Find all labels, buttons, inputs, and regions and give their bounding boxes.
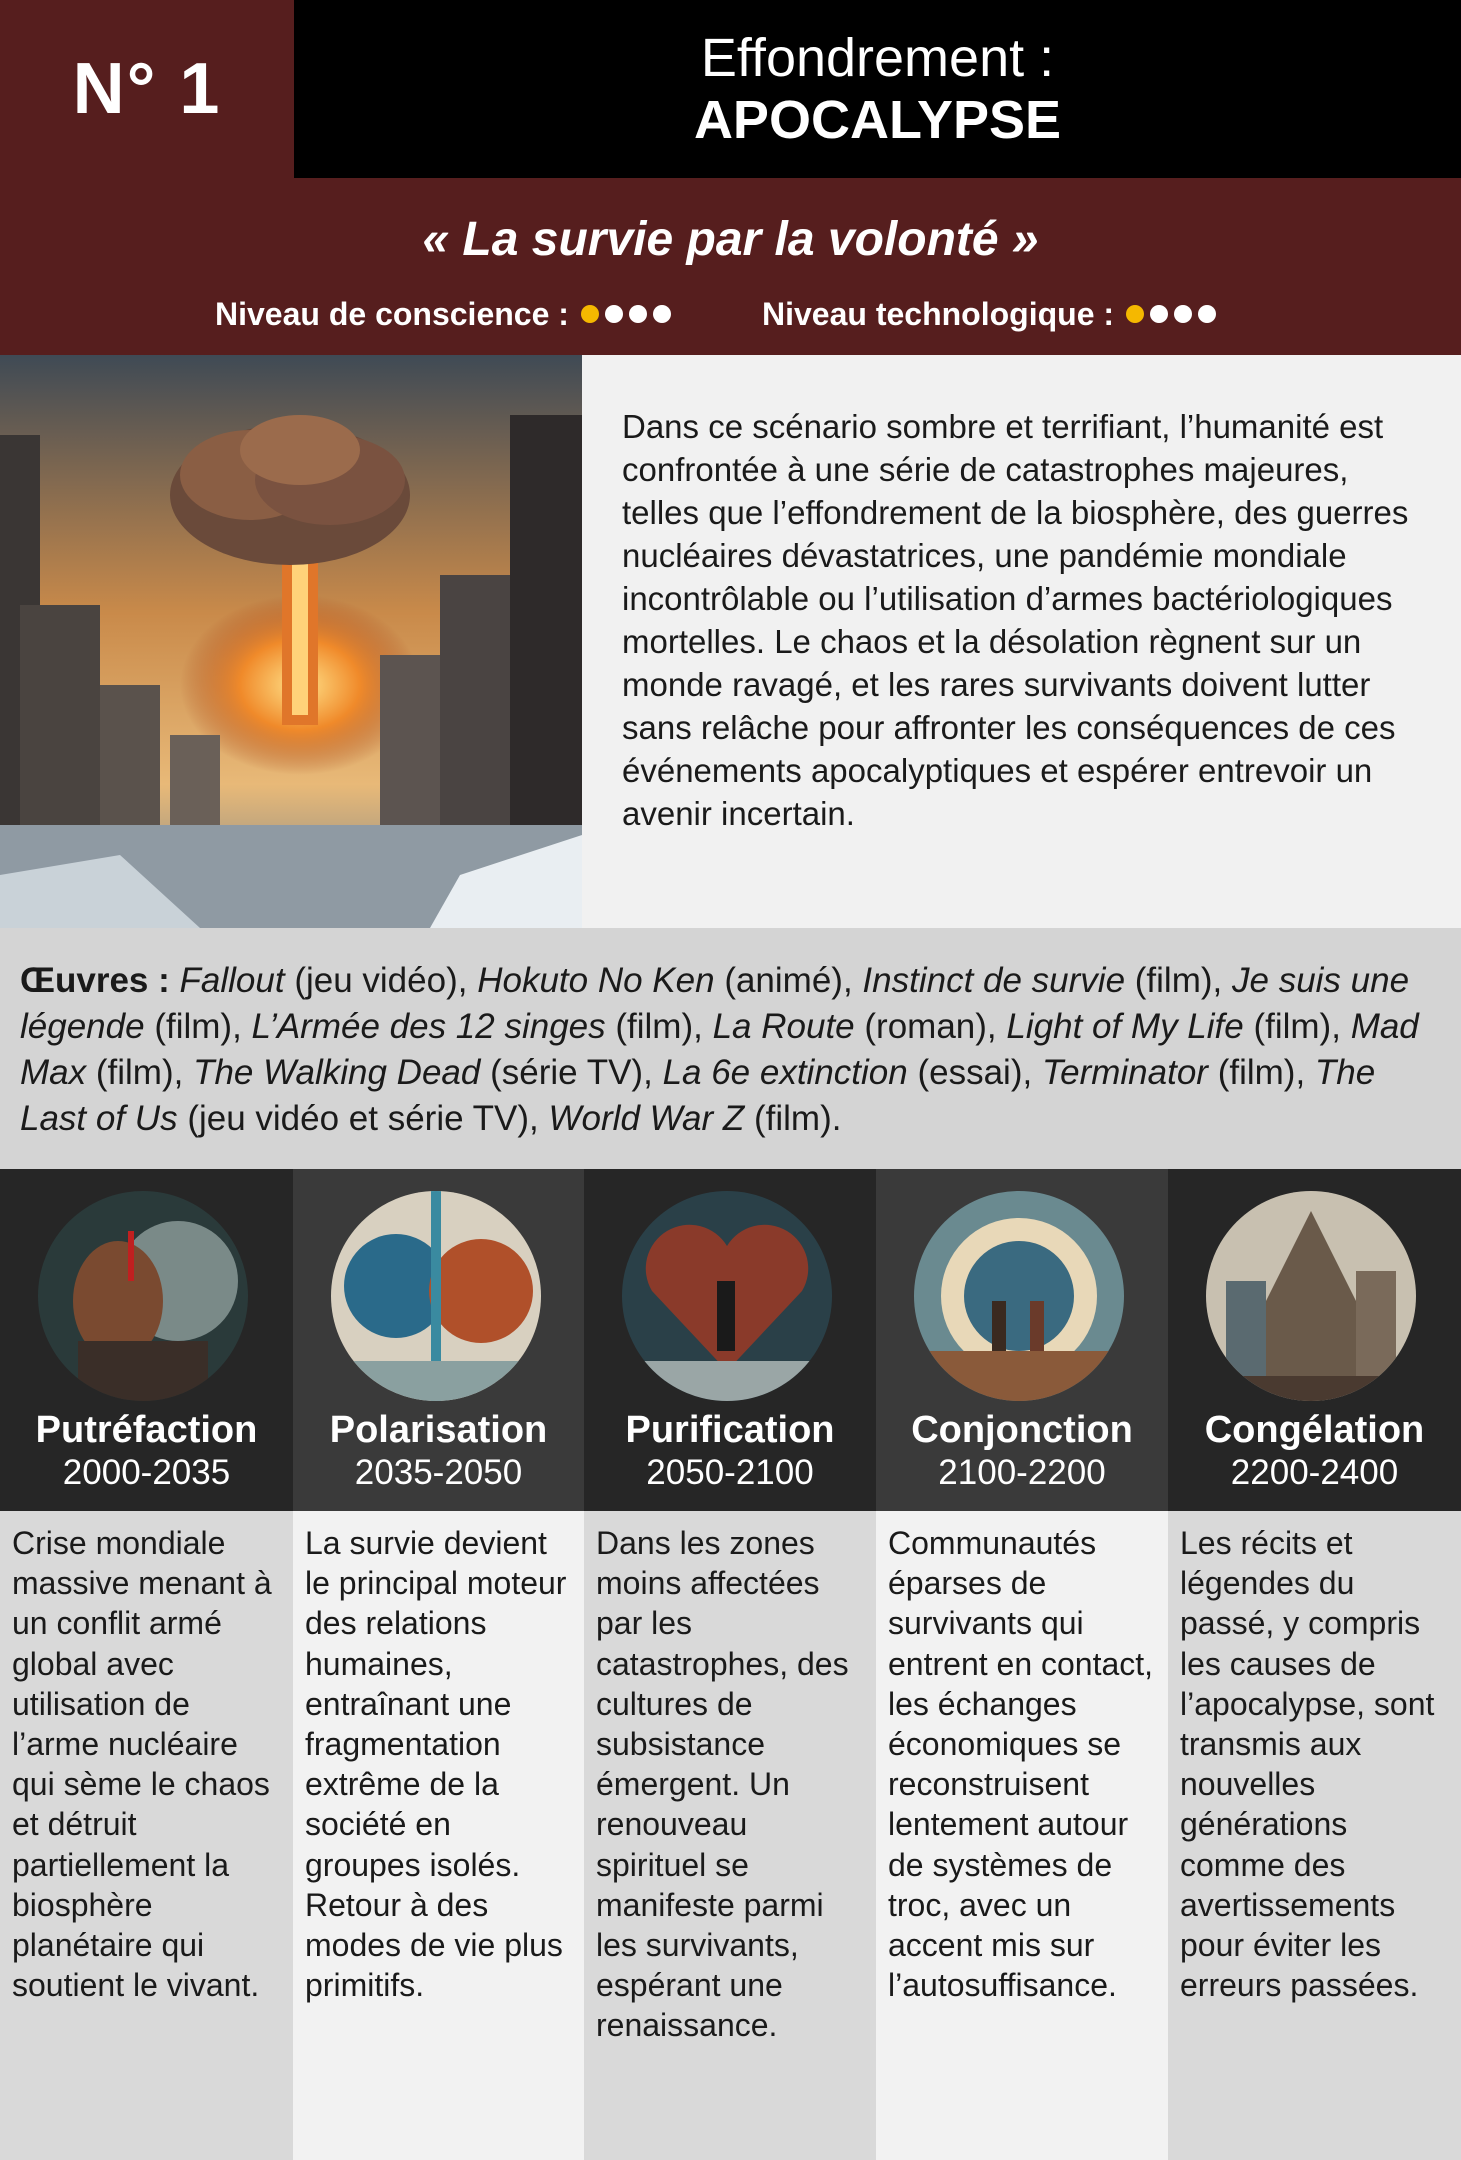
work-type: (série TV) <box>490 1053 644 1092</box>
level-dot <box>581 305 599 323</box>
phase-description: La survie devient le principal moteur des relations humaines, entraînant une fragmentation extrême de la société en groupes isolés. Retour à des modes de vie plus primitifs. <box>293 1511 584 2160</box>
work-type: (film) <box>1217 1053 1296 1092</box>
phase-header <box>876 1169 1168 1511</box>
phase-period: 2200-2400 <box>1230 1453 1399 1492</box>
phase-column <box>876 1169 1168 2160</box>
works-list <box>0 928 1461 1169</box>
work-type: (roman) <box>864 1007 987 1046</box>
phase-name: Conjonction <box>911 1409 1133 1451</box>
cathedral-icon <box>1206 1191 1416 1401</box>
work-type: (film) <box>154 1007 233 1046</box>
consciousness-level <box>215 294 671 334</box>
work-type: (animé) <box>724 961 843 1000</box>
work-type: (film) <box>615 1007 694 1046</box>
header-band <box>0 0 1461 355</box>
work-title: Fallout <box>179 961 285 1000</box>
phase-description: Crise mondiale massive menant à un conflit armé global avec utilisation de l’arme nucléaire qui sème le chaos et détruit partiellement la biosphère planétaire qui soutient le vivant. <box>0 1511 293 2160</box>
title-line-2: APOCALYPSE <box>693 90 1062 150</box>
phase-name: Purification <box>625 1409 835 1451</box>
level-dot <box>653 305 671 323</box>
phase-column <box>584 1169 876 2160</box>
nuclear-explosion-illustration <box>0 355 582 928</box>
phase-column <box>293 1169 584 2160</box>
scenario-number: N° 1 <box>72 49 222 129</box>
work-title: Terminator <box>1041 1053 1208 1092</box>
work-title: The Walking Dead <box>193 1053 481 1092</box>
phase-name: Polarisation <box>329 1409 548 1451</box>
phase-header <box>584 1169 876 1511</box>
phase-header <box>0 1169 293 1511</box>
phase-description: Les récits et légendes du passé, y compris les causes de l’apocalypse, sont transmis aux nouvelles générations comme des avertissements pour éviter les erreurs passées. <box>1168 1511 1461 2160</box>
work-title: The Last of Us <box>20 1053 1376 1138</box>
consciousness-level-dots <box>581 305 671 323</box>
scenario-title-box <box>294 0 1461 178</box>
work-title: Hokuto No Ken <box>477 961 715 1000</box>
work-title: Mad Max <box>20 1007 1419 1092</box>
consciousness-level-label: Niveau de conscience : <box>215 295 569 332</box>
phase-header <box>293 1169 584 1511</box>
level-dot <box>1126 305 1144 323</box>
phase-period: 2050-2100 <box>646 1453 814 1492</box>
work-title: Instinct de survie <box>862 961 1126 1000</box>
mask-icon <box>38 1191 248 1401</box>
couple-icon <box>914 1191 1124 1401</box>
phase-period: 2000-2035 <box>62 1453 231 1492</box>
work-type: (film) <box>95 1053 174 1092</box>
phase-header <box>1168 1169 1461 1511</box>
split-globe-icon <box>331 1191 541 1401</box>
title-line-1: Effondrement : <box>700 28 1055 88</box>
phase-column <box>0 1169 293 2160</box>
work-title: World War Z <box>548 1099 745 1138</box>
phase-period: 2035-2050 <box>354 1453 523 1492</box>
work-type: (film) <box>1253 1007 1332 1046</box>
works-items: Fallout (jeu vidéo), Hokuto No Ken (animé), Instinct de survie (film), Je suis une légende (film), L’Armée des 12 singes (film), La Route (roman), Light of My Life (film), Mad Max (film), The Walking Dead (série TV), La 6e extinction (essai), Terminator (film), The Last of Us (jeu vidéo et série TV), World War Z (film). <box>20 961 1419 1138</box>
scenario-quote: « La survie par la volonté » <box>422 213 1039 266</box>
level-dot <box>629 305 647 323</box>
work-type: (jeu vidéo et série TV) <box>187 1099 530 1138</box>
work-type: (film) <box>1134 961 1213 1000</box>
levels-row <box>0 294 1461 334</box>
work-type: (jeu vidéo) <box>294 961 458 1000</box>
work-type: (film) <box>754 1099 832 1138</box>
phase-name: Congélation <box>1204 1409 1425 1451</box>
apocalypse-image <box>0 355 582 928</box>
level-dot <box>1198 305 1216 323</box>
scenario-description: Dans ce scénario sombre et terrifiant, l’humanité est confrontée à une série de catastrophes majeures, telles que l’effondrement de la biosphère, des guerres nucléaires dévastatrices, une pandémie mondiale incontrôlable ou l’utilisation d’armes bactériologiques mortelles. Le chaos et la désolation règnent sur un monde ravagé, et les rares survivants doivent lutter sans relâche pour affronter les conséquences de ces événements apocalyptiques et espérer entrevoir un avenir incertain. <box>582 355 1461 928</box>
work-title: La Route <box>712 1007 855 1046</box>
phase-column <box>1168 1169 1461 2160</box>
level-dot <box>1150 305 1168 323</box>
works-label: Œuvres : <box>20 961 170 1000</box>
work-title: Je suis une légende <box>20 961 1410 1046</box>
phase-description: Communautés éparses de survivants qui entrent en contact, les échanges économiques se reconstruisent lentement autour de systèmes de troc, avec un accent mis sur l’autosuffisance. <box>876 1511 1168 2160</box>
phase-period: 2100-2200 <box>938 1453 1106 1492</box>
work-title: La 6e extinction <box>662 1053 908 1092</box>
level-dot <box>1174 305 1192 323</box>
heart-icon <box>622 1191 832 1401</box>
work-title: L’Armée des 12 singes <box>251 1007 606 1046</box>
scenario-number-box <box>0 0 294 178</box>
phase-description: Dans les zones moins affectées par les catastrophes, des cultures de subsistance émergent. Un renouveau spirituel se manifeste parmi les survivants, espérant une renaissance. <box>584 1511 876 2160</box>
technology-level <box>762 294 1216 334</box>
technology-level-dots <box>1126 305 1216 323</box>
work-title: Light of My Life <box>1006 1007 1244 1046</box>
level-dot <box>605 305 623 323</box>
technology-level-label: Niveau technologique : <box>762 295 1115 332</box>
work-type: (essai) <box>917 1053 1023 1092</box>
phase-name: Putréfaction <box>35 1409 258 1451</box>
